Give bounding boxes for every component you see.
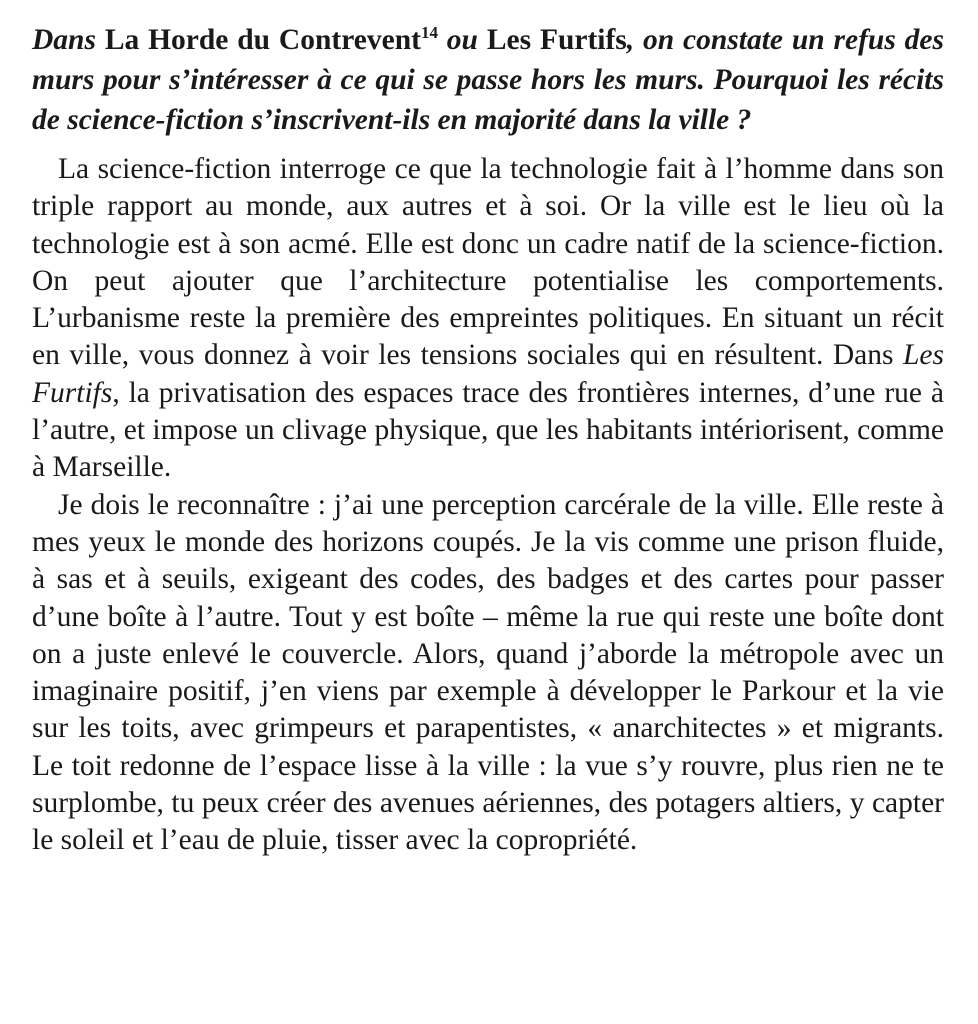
answer-paragraph-1 (32, 151, 944, 487)
book-title-furtifs: Les Furtifs (486, 24, 627, 56)
paragraph-1-text-end: , la privatisation des espaces trace des frontières internes, d’une rue à l’autre, et impose un clivage physique, que les habitants intériorisent, comme à Marseille. (32, 376, 944, 484)
book-title-furtifs-inline: Les Furtifs (32, 339, 944, 409)
interview-question (32, 20, 944, 140)
paragraph-1-text-start: La science-fiction interroge ce que la technologie fait à l’homme dans son triple rapport au monde, aux autres et à soi. Or la ville est le lieu où la technologie est à son acmé. Elle est donc un cadre natif de la science-fiction. On peut ajouter que l’architecture potentialise les comportements. L’urbanisme reste la première des empreintes politiques. En situant un récit en ville, vous donnez à voir les tensions sociales qui en résultent. Dans (32, 153, 944, 372)
question-text-connector: ou (437, 24, 487, 56)
book-title-horde: La Horde du Contrevent (104, 24, 421, 56)
question-text-end: , on constate un refus des murs pour s’intéresser à ce qui se passe hors les murs. Pourquoi les récits de science-fiction s’inscrivent-ils en majorité dans la ville ? (32, 24, 944, 136)
answer-paragraph-2: Je dois le reconnaître : j’ai une perception carcérale de la ville. Elle reste à mes yeux le monde des horizons coupés. Je la vis comme une prison fluide, à sas et à seuils, exigeant des codes, des badges et des cartes pour passer d’une boîte à l’autre. Tout y est boîte – même la rue qui reste une boîte dont on a juste enlevé le couvercle. Alors, quand j’aborde la métropole avec un imaginaire positif, j’en viens par exemple à développer le Parkour et la vie sur les toits, avec grimpeurs et parapentistes, « anarchitectes » et migrants. Le toit redonne de l’espace lisse à la ville : la vue s’y rouvre, plus rien ne te surplombe, tu peux créer des avenues aériennes, des potagers altiers, y capter le soleil et l’eau de pluie, tisser avec la copropriété. (32, 488, 944, 857)
footnote-reference: 14 (420, 23, 438, 42)
page (32, 20, 944, 860)
question-text-start: Dans (32, 24, 105, 56)
